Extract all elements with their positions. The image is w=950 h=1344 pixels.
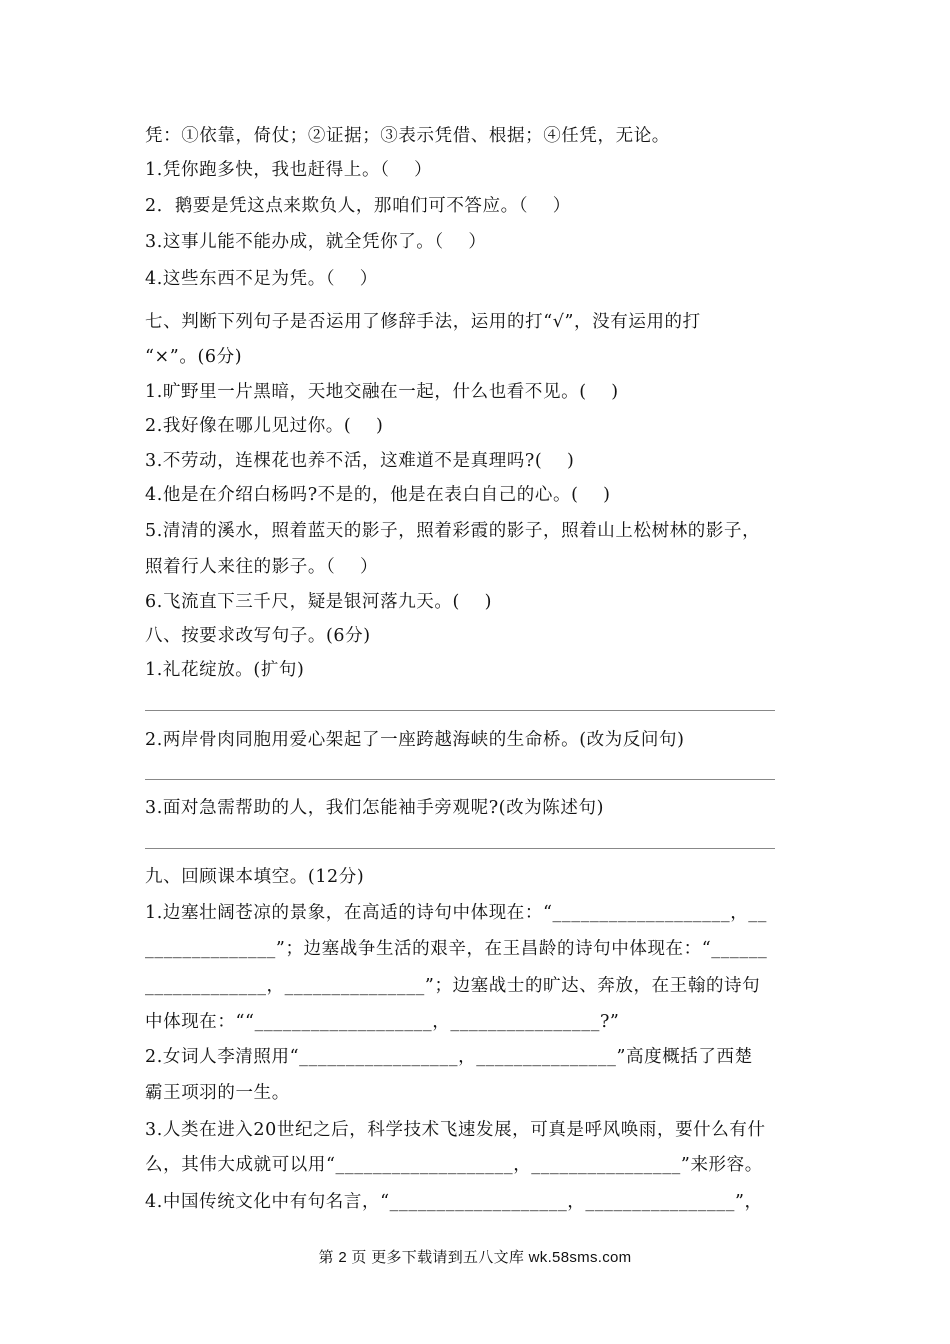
q9-item-1: 1.边塞壮阔苍凉的景象，在高适的诗句中体现在：“___________________，__ — [145, 903, 767, 923]
q7-item-2: 2.我好像在哪儿见过你。( ) — [145, 416, 384, 436]
q6-item-4: 4.这些东西不足为凭。（ ） — [145, 269, 378, 289]
q8-item-1: 1.礼花绽放。(扩句) — [145, 660, 305, 680]
q6-item-1: 1.凭你跑多快，我也赶得上。（ ） — [145, 160, 433, 180]
q6-item-3: 3.这事儿能不能办成，就全凭你了。（ ） — [145, 232, 487, 252]
answer-line-1[interactable] — [145, 710, 775, 711]
answer-line-3[interactable] — [145, 848, 775, 849]
page-footer: 第 2 页 更多下载请到五八文库 wk.58sms.com — [318, 1249, 632, 1266]
q9-item-4: 4.中国传统文化中有句名言，“___________________，________________”， — [145, 1192, 763, 1212]
section-9-heading: 九、回顾课本填空。(12分) — [145, 867, 365, 887]
q7-item-5-cont: 照着行人来往的影子。（ ） — [145, 557, 379, 577]
q9-item-3: 3.人类在进入20世纪之后，科学技术飞速发展，可真是呼风唤雨，要什么有什 — [145, 1120, 766, 1140]
q9-item-1-cont-c: 中体现在：““___________________，________________?” — [145, 1012, 620, 1032]
q6-item-2: 2．鹅要是凭这点来欺负人，那咱们可不答应。（ ） — [145, 196, 571, 216]
q9-item-2-cont: 霸王项羽的一生。 — [145, 1083, 290, 1103]
q7-item-6: 6.飞流直下三千尺，疑是银河落九天。( ) — [145, 592, 493, 612]
q7-item-1: 1.旷野里一片黑暗，天地交融在一起，什么也看不见。( ) — [145, 382, 619, 402]
q9-item-1-cont-a: ______________”；边塞战争生活的艰辛，在王昌龄的诗句中体现在：“______ — [145, 939, 768, 959]
q9-item-1-cont-b: _____________，_______________”；边塞战士的旷达、奔放，在王翰的诗句 — [145, 976, 761, 996]
section-7-heading-cont: “×”。(6分) — [145, 347, 243, 367]
section-8-heading: 八、按要求改写句子。(6分) — [145, 626, 371, 646]
q8-item-3: 3.面对急需帮助的人，我们怎能袖手旁观呢?(改为陈述句) — [145, 798, 605, 818]
answer-line-2[interactable] — [145, 779, 775, 780]
q8-item-2: 2.两岸骨肉同胞用爱心架起了一座跨越海峡的生命桥。(改为反问句) — [145, 730, 685, 750]
section-7-heading: 七、判断下列句子是否运用了修辞手法，运用的打“√”，没有运用的打 — [145, 312, 701, 332]
q9-item-3-cont: 么，其伟大成就可以用“___________________，________________”来形容。 — [145, 1155, 763, 1175]
definition-ping: 凭：①依靠，倚仗；②证据；③表示凭借、根据；④任凭，无论。 — [145, 126, 670, 146]
q7-item-4: 4.他是在介绍白杨吗?不是的，他是在表白自己的心。( ) — [145, 485, 611, 505]
q7-item-3: 3.不劳动，连棵花也养不活，这难道不是真理吗?( ) — [145, 451, 575, 471]
q9-item-2: 2.女词人李清照用“_________________，_______________”高度概括了西楚 — [145, 1047, 753, 1067]
q7-item-5: 5.清清的溪水，照着蓝天的影子，照着彩霞的影子，照着山上松树林的影子， — [145, 521, 761, 541]
